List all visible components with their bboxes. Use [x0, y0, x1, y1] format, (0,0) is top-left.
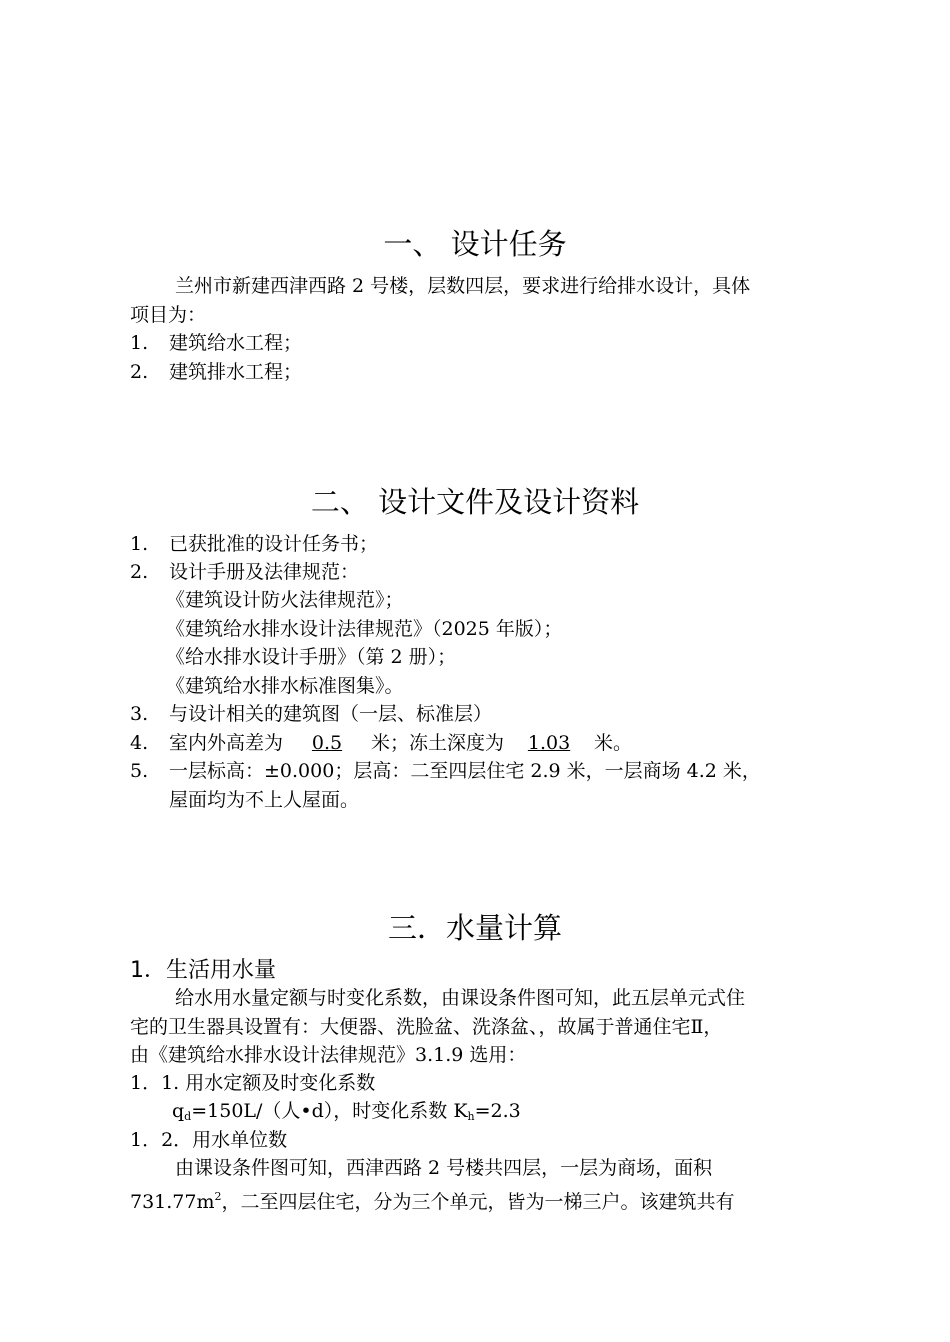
section-title-water-calculation: 三．水量计算: [387, 911, 562, 945]
list-item: 1. 建筑给水工程；: [130, 332, 303, 354]
list-item: 2. 建筑排水工程；: [130, 361, 303, 383]
paragraph-line: 给水用水量定额与时变化系数，由课设条件图可知，此五层单元式住: [175, 987, 746, 1009]
frost-depth-value: 1.03: [527, 732, 571, 754]
book-reference: 《建筑设计防火法律规范》；: [166, 589, 404, 611]
book-reference: 《建筑给水排水设计法律规范》（2025 年版）；: [166, 618, 563, 640]
list-item: 1. 已获批准的设计任务书；: [130, 533, 379, 555]
paragraph-line: 由《建筑给水排水设计法律规范》3.1.9 选用：: [130, 1044, 527, 1066]
section-title-design-documents: 二、 设计文件及设计资料: [310, 485, 640, 519]
list-item: 2. 设计手册及法律规范：: [130, 561, 360, 583]
paragraph-line: $731.77m^2$，二至四层住宅，分为三个单元，皆为一梯三户。该建筑共有: [130, 1190, 735, 1213]
list-item: 3. 与设计相关的建筑图（一层、标准层）: [130, 703, 493, 725]
section-title-design-task: 一、 设计任务: [383, 227, 567, 261]
list-item: 4. 室内外高差为 0.5 米；冻土深度为 1.03 米。: [130, 729, 632, 757]
book-reference: 《给水排水设计手册》（第 2 册）；: [166, 646, 457, 668]
list-item: 5. 一层标高：±0.000；层高：二至四层住宅 2.9 米，一层商场 4.2 米，: [130, 760, 761, 782]
paragraph-line: 兰州市新建西津西路 2 号楼，层数四层，要求进行给排水设计，具体: [175, 275, 751, 297]
elevation-diff-value: 0.5: [311, 732, 343, 754]
book-reference: 《建筑给水排水标准图集》。: [166, 675, 404, 697]
paragraph-line: 宅的卫生器具设置有：大便器、洗脸盆、洗涤盆、，故属于普通住宅Ⅱ，: [130, 1016, 723, 1038]
paragraph-line: 由课设条件图可知，西津西路 2 号楼共四层，一层为商场，面积: [175, 1157, 713, 1179]
subsection-heading: 1．2．用水单位数: [130, 1129, 288, 1151]
paragraph-line: 屋面均为不上人屋面。: [169, 789, 360, 811]
subsection-heading: 1．1. 用水定额及时变化系数: [130, 1072, 376, 1094]
formula-line: $q_d=150L/$（人•d），时变化系数 $K_h=2.3$: [172, 1100, 521, 1123]
paragraph-line: 项目为：: [130, 304, 207, 326]
subsection-title: 1．生活用水量: [130, 958, 276, 983]
